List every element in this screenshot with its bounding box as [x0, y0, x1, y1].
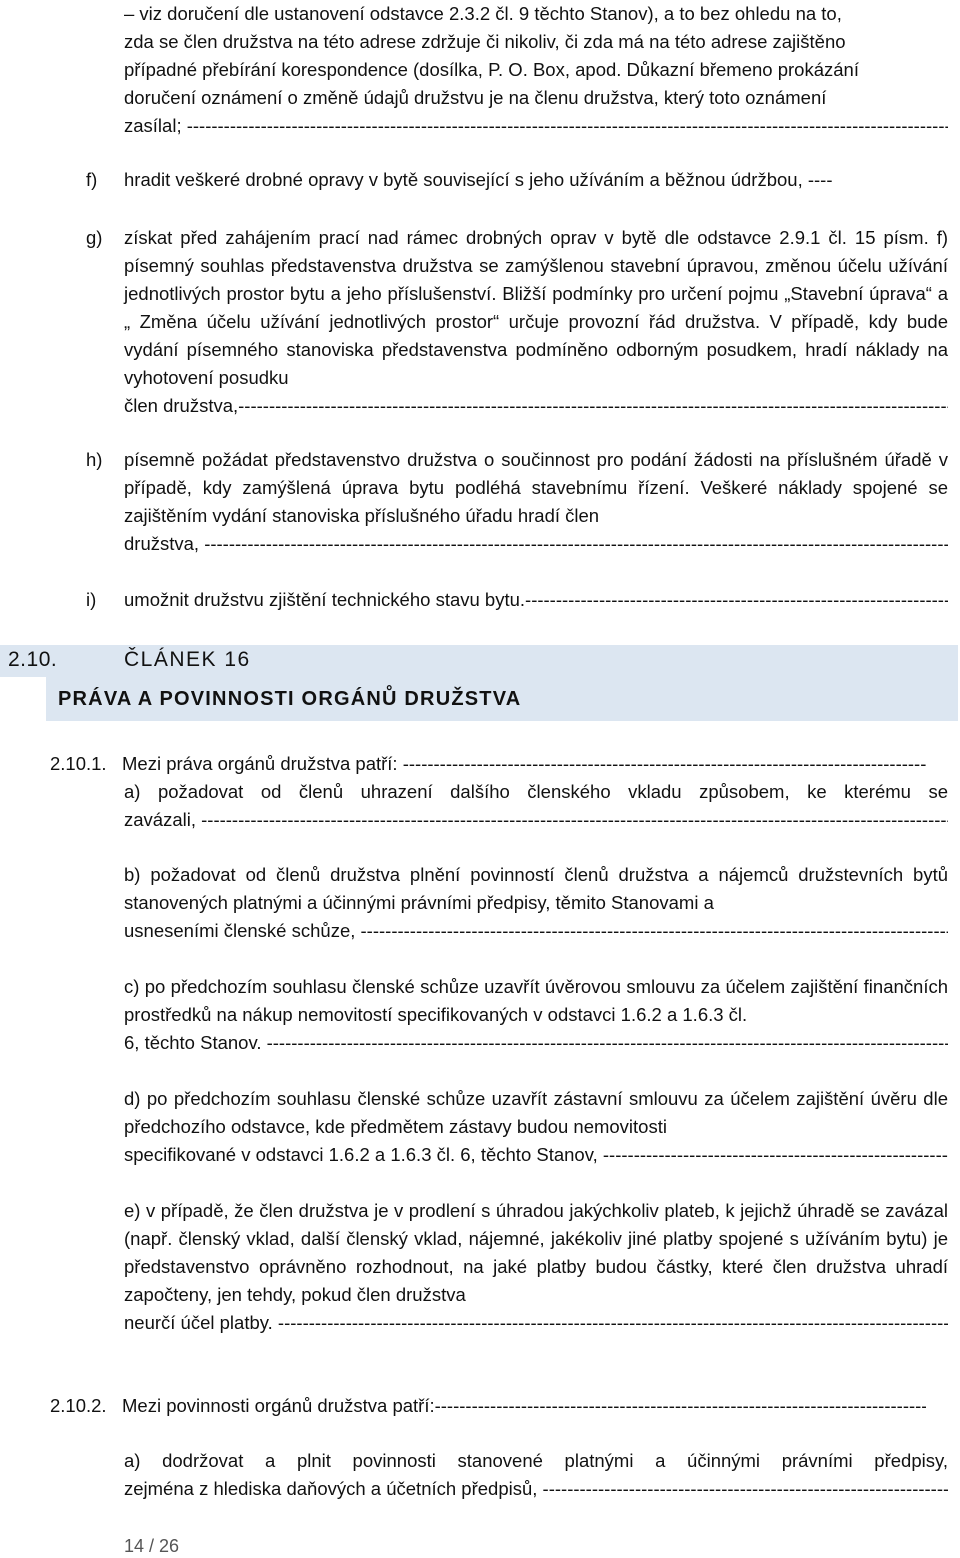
s1-item-d: d) po předchozím souhlasu členské schůze uzavřít zástavní smlouvu za účelem zajištění úvěru dle předchozího odstavce, kde předmětem zástavy budou nemovitosti specifikované v odstavci 1.6.2 a 1.6.3 čl. 6, těchto Stanov, ----- — [124, 1085, 948, 1169]
s2-item-a-last: zejména z hlediska daňových a účetních předpisů, ----- — [124, 1475, 948, 1503]
top-line-4: doručení oznámení o změně údajů družstvu je na členu družstva, který toto oznámení — [124, 87, 827, 108]
section-title: PRÁVA A POVINNOSTI ORGÁNŮ DRUŽSTVA — [58, 688, 522, 710]
top-line-5: zasílal; ----- — [124, 112, 948, 140]
item-g-text: získat před zahájením prací nad rámec drobných oprav v bytě dle odstavce 2.9.1 čl. 15 písm. f) písemný souhlas představenstva družstva se zamýšlenou stavební úpravou, změnou účelu užívání jednotlivých prostor bytu a jeho příslušenství. Bližší podmínky pro určení pojmu „Stavební úprava“ a „ Změna účelu užívání jednotlivých prostor“ určuje provozní řád družstva. V případě, kdy bude vydání písemného stanoviska představenstva podmíněno odborným posudkem, hradí náklady na vyhotovení posudku člen družstva, ----- — [124, 224, 948, 420]
top-paragraph — [124, 0, 948, 140]
item-i-label: i) — [86, 589, 97, 610]
s1-item-b: b) požadovat od členů družstva plnění povinností členů družstva a nájemců družstevních bytů stanovených platnými a účinnými právními předpisy, těmito Stanovami a usneseními členské schůze, ----- — [124, 861, 948, 945]
item-g-label: g) — [86, 227, 103, 248]
item-h-text: písemně požádat představenstvo družstva o součinnost pro podání žádosti na příslušném úřadě v případě, kdy zamýšlená úprava bytu podléhá stavebnímu řízení. Veškeré náklady spojené se zajištěním vydání stanoviska příslušného úřadu hradí člen družstva, ----- — [124, 446, 948, 558]
s1-item-e-last: neurčí účel platby. ----- — [124, 1309, 948, 1337]
s1-item-b-last: usneseními členské schůze, ----- — [124, 917, 948, 945]
item-h-label: h) — [86, 449, 103, 470]
s1-item-c: c) po předchozím souhlasu členské schůze uzavřít úvěrovou smlouvu za účelem zajištění finančních prostředků na nákup nemovitostí specifikovaných v odstavci 1.6.2 a 1.6.3 čl. 6, těchto Stanov. ----- — [124, 973, 948, 1057]
subsection-2-10-2-number: 2.10.2. — [50, 1395, 107, 1416]
s1-item-d-last: specifikované v odstavci 1.6.2 a 1.6.3 čl. 6, těchto Stanov, ----- — [124, 1141, 948, 1169]
page-number: 14 / 26 — [124, 1536, 180, 1556]
s1-item-c-last: 6, těchto Stanov. ----- — [124, 1029, 948, 1057]
top-line-3: případné přebírání korespondence (dosílka, P. O. Box, apod. Důkazní břemeno prokázání — [124, 59, 859, 80]
article-label: ČLÁNEK 16 — [124, 648, 251, 671]
item-h-last-line: družstva, ----- — [124, 530, 948, 558]
item-g-last-line: člen družstva, ----- — [124, 392, 948, 420]
s1-item-a: a) požadovat od členů uhrazení dalšího členského vkladu způsobem, ke kterému se zavázali, ----- — [124, 778, 948, 834]
s2-item-a: a) dodržovat a plnit povinnosti stanovené platnými a účinnými právními předpisy, zejména z hlediska daňových a účetních předpisů, ----- — [124, 1447, 948, 1503]
top-line-1: – viz doručení dle ustanovení odstavce 2.3.2 čl. 9 těchto Stanov), a to bez ohledu na to, — [124, 3, 842, 24]
item-f-label: f) — [86, 169, 98, 190]
top-line-2: zda se člen družstva na této adrese zdržuje či nikoliv, či zda má na této adrese zajištěno — [124, 31, 846, 52]
subsection-2-10-1-number: 2.10.1. — [50, 753, 107, 774]
s1-item-e: e) v případě, že člen družstva je v prodlení s úhradou jakýchkoliv plateb, k jejichž úhradě se zavázal (např. členský vklad, další členský vklad, nájemné, jakékoliv jiné platby spojené s užíváním bytu) je představenstvo oprávněno rozhodnout, na jaké platby budou částky, které člen družstva uhradí započteny, jen tehdy, pokud člen družstva neurčí účel platby. ----- — [124, 1197, 948, 1337]
subsection-2-10-1-intro: Mezi práva orgánů družstva patří: ----- — [122, 750, 948, 778]
subsection-2-10-2-intro: Mezi povinnosti orgánů družstva patří: ----- — [122, 1392, 948, 1420]
s1-item-a-last: zavázali, ----- — [124, 806, 948, 834]
item-f-text: hradit veškeré drobné opravy v bytě související s jeho užíváním a běžnou údržbou, ---- — [124, 169, 833, 190]
section-number: 2.10. — [8, 648, 58, 671]
item-i-text: umožnit družstvu zjištění technického stavu bytu. ----- — [124, 586, 948, 614]
